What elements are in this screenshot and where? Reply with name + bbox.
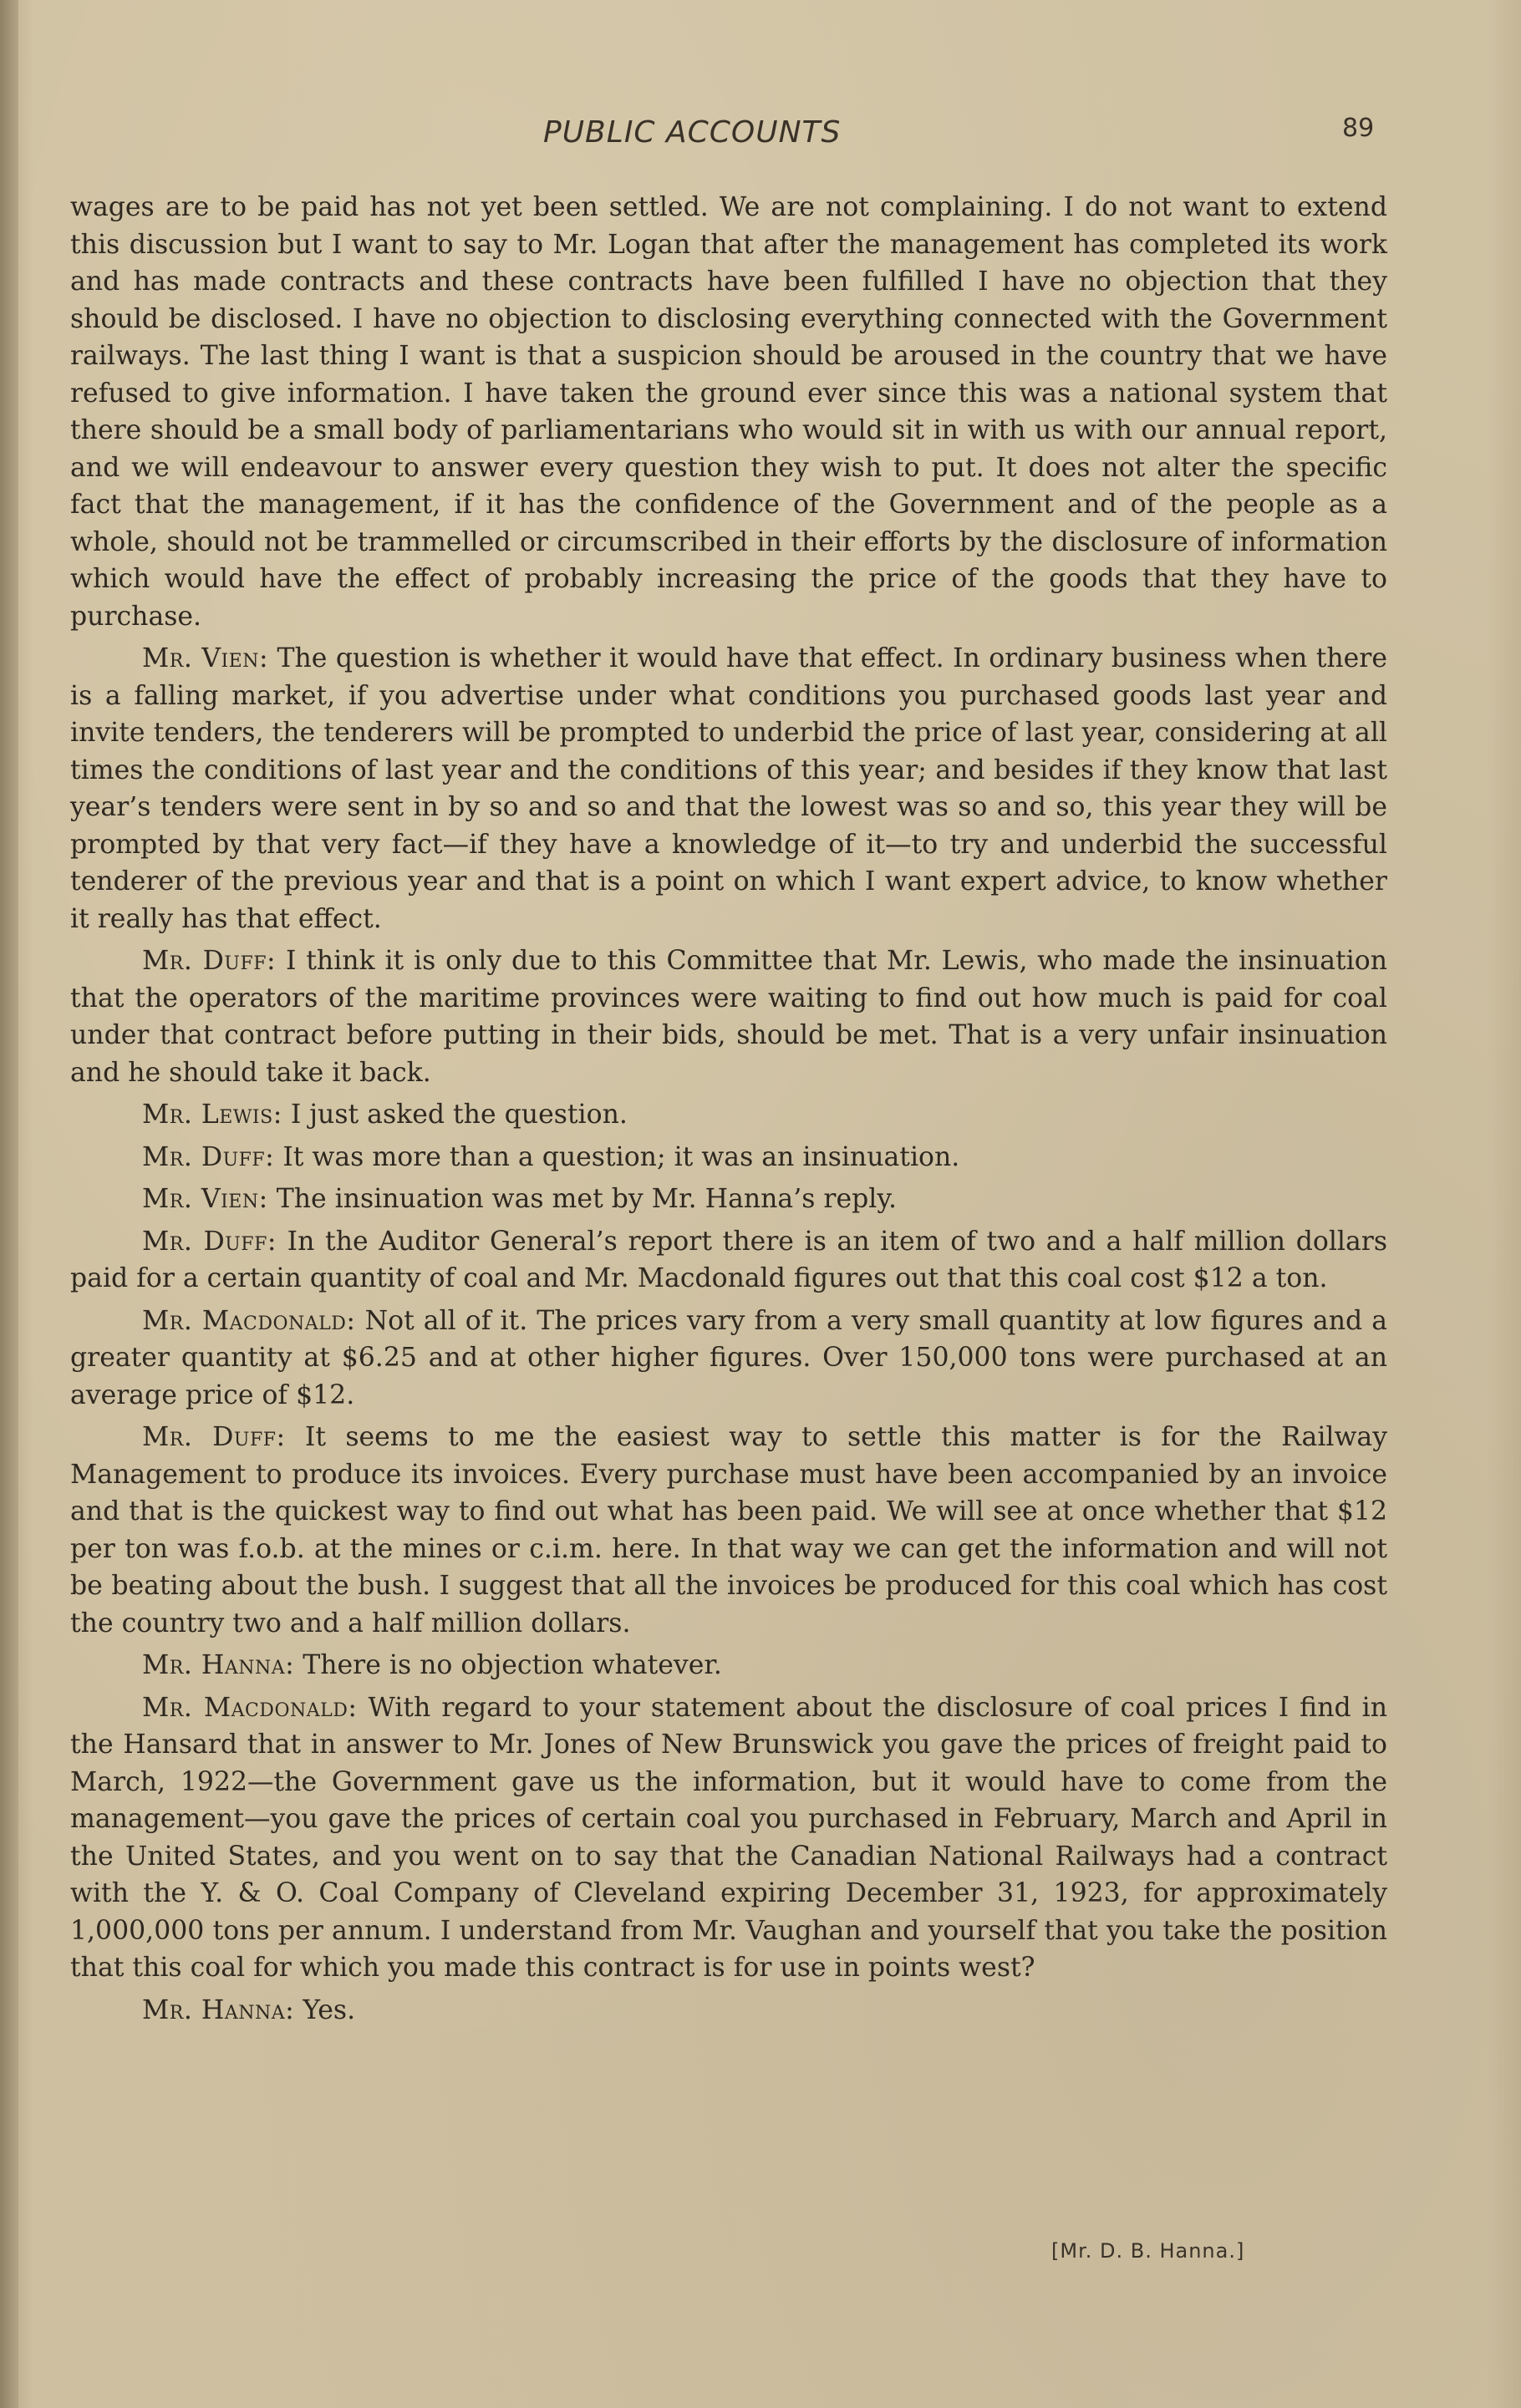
speaker-name: Mr. Hanna: <box>142 1994 295 2025</box>
paragraph-text: The insinuation was met by Mr. Hanna’s reply. <box>276 1184 897 1214</box>
paragraph <box>70 1139 1387 1176</box>
paragraph-text: It seems to me the easiest way to settle this matter is for the Railway Management to produce its invoices. Every purchase must have been accompanied by an invoice and that is the quickest way to find out what has been paid. We will see at once whether that $12 per ton was f.o.b. at the mines or c.i.m. here. In that way we can get the information and will not be beating about the bush. I suggest that all the invoices be produced for this coal which has cost the country two and a half million dollars. <box>70 1422 1388 1638</box>
speaker-name: Mr. Duff: <box>142 1226 277 1257</box>
paragraph-text: Not all of it. The prices vary from a very small quantity at low figures and a greater quantity at $6.25 and at other higher figures. Over 150,000 tons were purchased at an average price of $12. <box>70 1305 1387 1410</box>
speaker-name: Mr. Duff: <box>142 1422 286 1452</box>
running-head <box>0 115 1521 157</box>
paragraph <box>70 1096 1387 1134</box>
paragraph <box>70 1689 1387 1987</box>
speaker-signature: [Mr. D. B. Hanna.] <box>1051 2239 1245 2263</box>
paragraph <box>70 1223 1387 1298</box>
paragraph <box>70 1419 1387 1642</box>
paragraph <box>70 1303 1387 1415</box>
paragraph <box>70 1647 1387 1684</box>
speaker-name: Mr. Duff: <box>142 1141 275 1172</box>
paragraph-text: There is no objection whatever. <box>303 1650 722 1680</box>
speaker-name: Mr. Macdonald: <box>142 1305 356 1336</box>
paragraph-text: I think it is only due to this Committee that Mr. Lewis, who made the insinuation that the operators of the maritime provinces were waiting to find out how much is paid for coal under that contract before putting in their bids, should be met. That is a very unfair insinuation and he should take it back. <box>70 946 1387 1088</box>
paragraph <box>70 640 1387 937</box>
paragraph <box>70 1992 1387 2030</box>
paragraph-text: Yes. <box>303 1994 356 2025</box>
speaker-name: Mr. Vien: <box>142 643 269 673</box>
paragraph-text: With regard to your statement about the disclosure of coal prices I find in the Hansard that in answer to Mr. Jones of New Brunswick you gave the prices of freight paid to March, 1922—the Government gave us the information, but it would have to come from the management—you gave the prices of certain coal you purchased in February, March and April in the United States, and you went on to say that the Canadian National Railways had a contract with the Y. & O. Coal Company of Cleveland expiring December 31, 1923, for approximately 1,000,000 tons per annum. I understand from Mr. Vaughan and yourself that you take the position that this coal for which you made this contract is for use in points west? <box>70 1692 1387 1983</box>
paragraph <box>70 942 1387 1091</box>
speaker-name: Mr. Vien: <box>142 1184 268 1214</box>
speaker-name: Mr. Macdonald: <box>142 1692 358 1723</box>
speaker-name: Mr. Hanna: <box>142 1650 295 1680</box>
speaker-name: Mr. Lewis: <box>142 1100 282 1130</box>
paragraph <box>70 189 1387 635</box>
binding-edge <box>0 0 18 2408</box>
page-number: 89 <box>1342 114 1375 143</box>
paragraph-text: wages are to be paid has not yet been settled. We are not complaining. I do not want to extend this discussion but I want to say to Mr. Logan that after the management has completed its work and has made contracts and these contracts have been fulfilled I have no objection that they should be disclosed. I have no objection to disclosing everything connected with the Government railways. The last thing I want is that a suspicion should be aroused in the country that we have refused to give information. I have taken the ground ever since this was a national system that there should be a small body of parliamentarians who would sit in with us with our annual report, and we will endeavour to answer every question they wish to put. It does not alter the specific fact that the management, if it has the confidence of the Government and of the people as a whole, should not be trammelled or circumscribed in their efforts by the disclosure of information which would have the effect of probably increasing the price of the goods that they have to purchase. <box>70 192 1387 632</box>
speaker-name: Mr. Duff: <box>142 946 277 976</box>
paragraph <box>70 1181 1387 1218</box>
running-title: PUBLIC ACCOUNTS <box>543 115 842 150</box>
paragraph-text: I just asked the question. <box>290 1100 628 1130</box>
body-text <box>70 189 1387 2034</box>
paragraph-text: In the Auditor General’s report there is an item of two and a half million dollars paid for a certain quantity of coal and Mr. Macdonald figures out that this coal cost $12 a ton. <box>70 1226 1387 1293</box>
paragraph-text: It was more than a question; it was an insinuation. <box>282 1141 960 1172</box>
paragraph-text: The question is whether it would have that effect. In ordinary business when there is a falling market, if you advertise under what conditions you purchased goods last year and invite tenders, the tenderers will be prompted to underbid the price of last year, considering at all times the conditions of last year and the conditions of this year; and besides if they know that last year’s tenders were sent in by so and so and that the lowest was so and so, this year they will be prompted by that very fact—if they have a knowledge of it—to try and underbid the successful tenderer of the previous year and that is a point on which I want expert advice, to know whether it really has that effect. <box>70 643 1387 934</box>
